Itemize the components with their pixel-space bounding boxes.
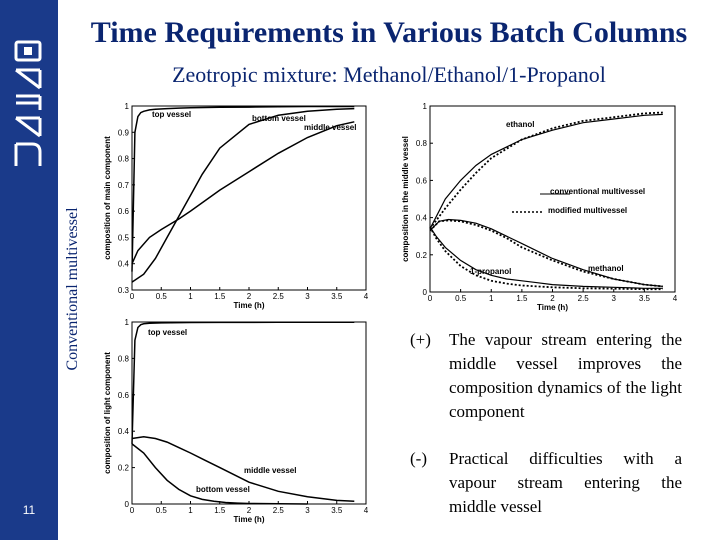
series-line-conventional-multivessel [430,220,663,287]
legend-modified: modified multivessel [548,206,628,215]
y-tick-label: 0 [124,500,129,509]
annotation-middle-vessel: middle vessel [304,123,357,132]
y-tick-label: 0.9 [117,128,129,138]
plot-main-component [96,98,378,320]
x-tick-label: 4 [363,506,369,515]
x-tick-label: 1.5 [214,506,226,515]
x-tick-label: 3.5 [331,506,343,515]
bullet-plus [410,328,682,424]
y-tick-label: 1 [124,318,129,327]
x-tick-label: 2 [246,292,252,301]
y-tick-label: 0.8 [117,154,129,164]
x-tick-label: 1 [188,506,193,515]
x-tick-label: 2 [550,294,555,303]
y-axis-label: composition of light component [103,352,112,474]
annotation-top-vessel: top vessel [152,110,192,119]
x-tick-label: 0.5 [455,294,467,303]
x-tick-label: 3.5 [638,294,650,303]
plot-frame [132,322,366,504]
series-line-conventional-multivessel [430,114,663,228]
series-line-top-vessel [132,322,354,444]
y-tick-label: 0.4 [117,427,129,437]
annotation-middle-vessel-light: middle vessel [244,466,297,475]
x-tick-label: 0 [427,294,433,303]
bullet-mark-minus: (-) [410,449,427,468]
plot-middle-vessel [394,98,686,320]
x-tick-label: 1.5 [516,294,528,303]
x-tick-label: 2 [246,506,252,515]
y-tick-label: 0.7 [117,180,129,190]
annotation-bottom-vessel-light: bottom vessel [196,485,250,494]
y-tick-label: 0.2 [117,463,129,473]
x-tick-label: 1.5 [214,292,226,301]
y-tick-label: 0.4 [117,259,129,269]
bullet-text-plus: The vapour stream entering the middle vessel improves the composition dynamics of the light component [449,330,682,421]
x-tick-label: 2.5 [272,506,284,515]
x-tick-label: 4 [363,292,369,301]
x-tick-label: 3 [611,294,616,303]
y-tick-label: 0.6 [415,176,427,186]
x-axis-label: Time (h) [233,515,265,524]
y-tick-label: 0.8 [117,354,129,364]
y-tick-label: 0.6 [117,207,129,217]
y-axis-label: composition of main component [103,136,112,260]
y-tick-label: 1 [422,102,427,111]
x-tick-label: 0 [129,292,135,301]
slide-title: Time Requirements in Various Batch Columns [90,16,688,49]
slide-subtitle: Zeotropic mixture: Methanol/Ethanol/1-Propanol [172,62,606,87]
ntnu-logo [10,40,46,170]
x-axis-label: Time (h) [537,303,568,312]
x-tick-label: 0 [129,506,135,515]
y-axis-label: composition in the middle vessel [401,136,410,262]
y-tick-label: 0 [422,288,427,297]
page-number: 11 [22,503,36,517]
y-tick-label: 1 [124,102,129,111]
x-tick-label: 4 [672,294,678,303]
x-tick-label: 1 [188,292,193,301]
y-tick-label: 0.8 [415,139,427,149]
x-axis-label: Time (h) [233,301,265,310]
series-line-modified-multivessel [430,220,663,286]
x-tick-label: 0.5 [155,506,167,515]
annotation-ethanol: ethanol [506,120,535,129]
annotation-methanol: methanol [588,264,624,273]
y-tick-label: 0.3 [117,286,129,295]
y-tick-label: 0.6 [117,390,129,400]
x-tick-label: 3 [305,506,310,515]
y-tick-label: 0.4 [415,213,427,223]
y-tick-label: 0.5 [117,233,129,243]
series-line-bottom-vessel [132,109,357,283]
x-tick-label: 3.5 [331,292,343,301]
annotation-1-propanol: 1-propanol [470,267,512,276]
y-tick-label: 0.2 [415,250,427,260]
annotation-bottom-vessel: bottom vessel [252,114,306,123]
plot-frame [132,106,366,290]
legend-conventional: conventional multivessel [550,187,646,196]
annotation-top-vessel-light: top vessel [148,328,188,337]
series-line-modified-multivessel [430,113,663,229]
bullet-mark-plus: (+) [410,330,431,349]
sidebar-band [0,0,58,540]
bullet-minus [410,447,682,519]
side-label: Conventional multivessel [64,207,81,371]
bullet-text-minus: Practical difficulties with a vapour stream entering the middle vessel [449,449,682,516]
x-tick-label: 0.5 [155,292,167,301]
x-tick-label: 2.5 [577,294,589,303]
series-line-middle-vessel [132,122,357,264]
x-tick-label: 2.5 [272,292,284,301]
plot-light-component [96,314,378,532]
x-tick-label: 1 [489,294,494,303]
x-tick-label: 3 [305,292,310,301]
